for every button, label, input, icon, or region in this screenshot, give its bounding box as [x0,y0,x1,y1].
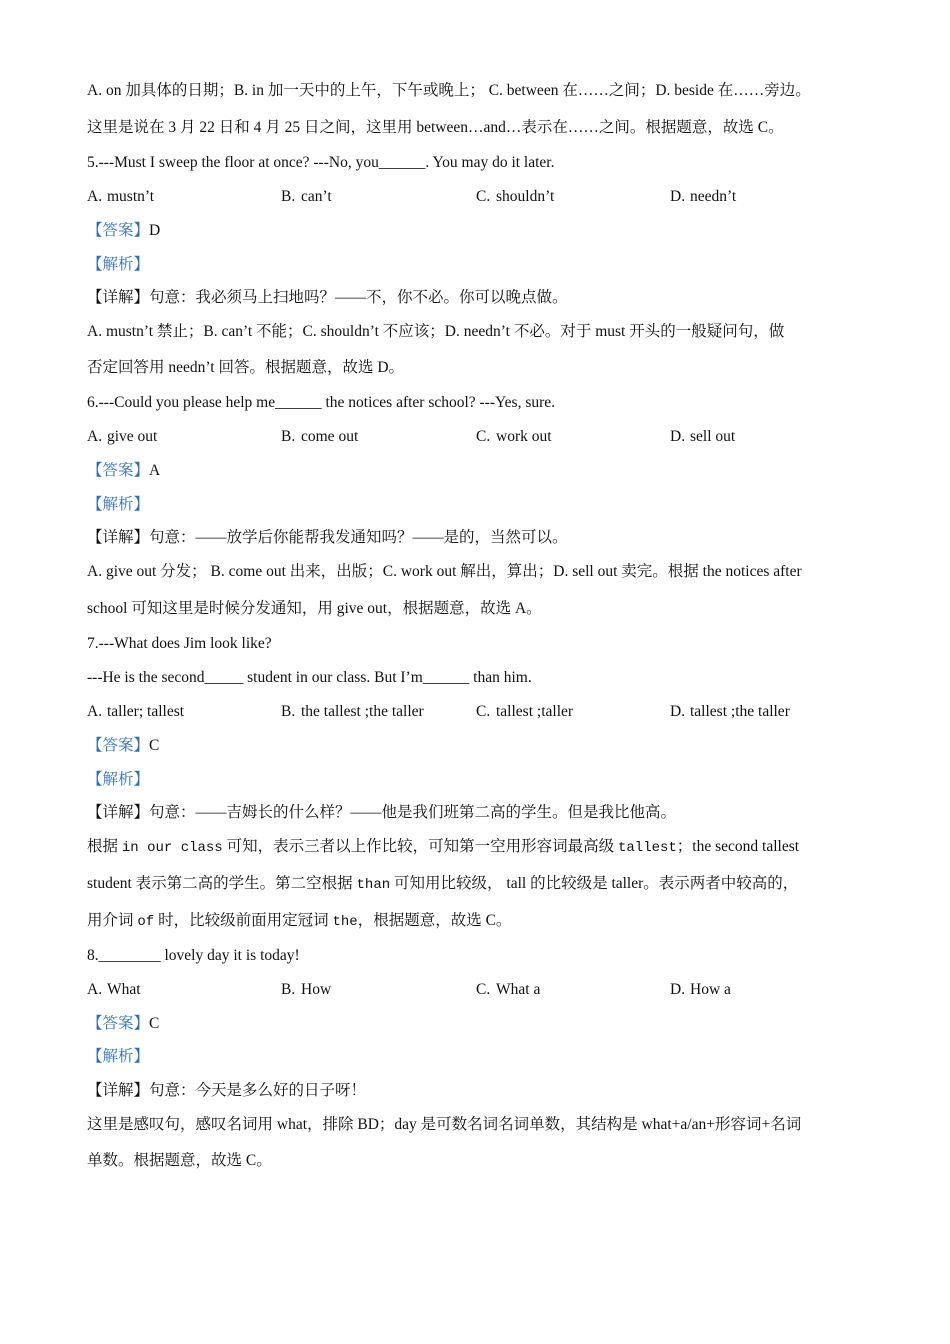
option-text: tallest ;the taller [690,703,790,720]
option-letter: D. [670,703,686,720]
q5-option-a [87,186,154,208]
q6-option-d [670,426,735,448]
option-letter: A. [87,981,103,998]
q7-option-b [281,701,424,723]
q7-explain-line-1 [87,836,799,859]
q6-explain-line-2: school 可知这里是时候分发通知，用 give out，根据题意，故选 A。 [87,600,542,617]
q8-option-c [476,979,540,1001]
answer-value: D [149,222,161,239]
option-letter: C. [476,428,491,445]
text-run: student 表示第二高的学生。第二空根据 [87,875,357,892]
q7-answer [87,735,159,757]
q7-analysis-tag: 【解析】 [87,771,150,788]
code-run: in our class [121,840,223,856]
q8-stem: 8.________ lovely day it is today! [87,947,300,964]
q5-stem: 5.---Must I sweep the floor at once? ---No, you______. You may do it later. [87,154,555,171]
option-text: tallest ;taller [496,703,574,720]
q6-analysis-tag: 【解析】 [87,496,150,513]
option-text: can’t [301,188,332,205]
option-letter: C. [476,981,491,998]
option-text: How [301,981,332,998]
q7-explain-line-3 [87,910,511,933]
answer-value: A [149,462,161,479]
option-text: give out [107,428,158,445]
text-run: 根据 [87,838,122,855]
q8-option-d [670,979,731,1001]
text-run: 用介词 [87,912,138,929]
option-text: What a [496,981,541,998]
q8-analysis-tag: 【解析】 [87,1048,150,1065]
q7-detail [87,802,676,824]
q6-option-b [281,426,358,448]
option-letter: B. [281,981,296,998]
code-run: of [137,914,155,930]
option-letter: B. [281,188,296,205]
q8-detail [87,1080,366,1102]
q5-option-b [281,186,332,208]
q5-option-c [476,186,554,208]
text-run: 可知，表示三者以上作比较，可知第一空用形容词最高级 [222,838,618,855]
option-letter: B. [281,428,296,445]
option-letter: C. [476,703,491,720]
answer-tag: 【答案】 [87,462,150,479]
option-letter: D. [670,188,686,205]
detail-text: 句意：我必须马上扫地吗？——不，你不必。你可以晚点做。 [149,289,568,306]
text-run: 可知用比较级， tall 的比较级是 taller。表示两者中较高的， [390,875,799,892]
answer-value: C [149,1015,160,1032]
q5-explain-line-2: 否定回答用 needn’t 回答。根据题意，故选 D。 [87,359,405,376]
q8-option-b [281,979,331,1001]
option-letter: D. [670,428,686,445]
option-text: the tallest ;the taller [301,703,424,720]
option-letter: C. [476,188,491,205]
q7-option-d [670,701,790,723]
q8-explain-line-2: 单数。根据题意，故选 C。 [87,1152,272,1169]
q7-explain-line-2 [87,873,798,896]
detail-tag: 【详解】 [87,289,150,306]
q8-answer [87,1013,159,1035]
q8-option-a [87,979,141,1001]
answer-tag: 【答案】 [87,737,150,754]
text-run: ，根据题意，故选 C。 [357,912,512,929]
option-text: come out [301,428,359,445]
detail-text: 句意：今天是多么好的日子呀！ [149,1082,367,1099]
option-text: What [107,981,141,998]
option-letter: A. [87,188,103,205]
code-run: the [332,914,358,930]
option-text: mustn’t [107,188,155,205]
q6-option-c [476,426,552,448]
q6-answer [87,460,160,482]
detail-text: 句意：——放学后你能帮我发通知吗？——是的，当然可以。 [149,529,568,546]
q4-explain-line-1: A. on 加具体的日期；B. in 加一天中的上午，下午或晚上； C. between 在……之间；D. beside 在……旁边。 [87,82,811,99]
q5-explain-line-1: A. mustn’t 禁止；B. can’t 不能；C. shouldn’t 不应该；D. needn’t 不必。对于 must 开头的一般疑问句，做 [87,323,785,340]
answer-tag: 【答案】 [87,1015,150,1032]
option-text: work out [496,428,552,445]
option-text: shouldn’t [496,188,555,205]
option-text: sell out [690,428,736,445]
q7-option-c [476,701,573,723]
option-letter: B. [281,703,296,720]
detail-tag: 【详解】 [87,804,150,821]
detail-text: 句意：——吉姆长的什么样？——他是我们班第二高的学生。但是我比他高。 [149,804,677,821]
q6-stem: 6.---Could you please help me______ the notices after school? ---Yes, sure. [87,394,556,411]
answer-tag: 【答案】 [87,222,150,239]
code-run: than [356,877,391,893]
q7-option-a [87,701,184,723]
detail-tag: 【详解】 [87,1082,150,1099]
q5-answer [87,220,160,242]
answer-value: C [149,737,160,754]
q5-option-d [670,186,736,208]
q6-option-a [87,426,157,448]
option-text: How a [690,981,731,998]
option-letter: A. [87,428,103,445]
q6-detail [87,527,568,549]
q8-explain-line-1: 这里是感叹句，感叹名词用 what，排除 BD；day 是可数名词名词单数，其结构是 what+a/an+形容词+名词 [87,1116,802,1133]
option-letter: D. [670,981,686,998]
q5-detail [87,287,568,309]
detail-tag: 【详解】 [87,529,150,546]
option-letter: A. [87,703,103,720]
q7-stem-line-2: ---He is the second_____ student in our class. But I’m______ than him. [87,669,532,686]
code-run: tallest [617,840,677,856]
text-run: ；the second tallest [676,838,800,855]
option-text: needn’t [690,188,737,205]
option-text: taller; tallest [107,703,185,720]
text-run: 时，比较级前面用定冠词 [154,912,333,929]
q5-analysis-tag: 【解析】 [87,256,150,273]
q4-explain-line-2: 这里是说在 3 月 22 日和 4 月 25 日之间，这里用 between…and…表示在……之间。根据题意，故选 C。 [87,119,784,136]
q6-explain-line-1: A. give out 分发； B. come out 出来，出版；C. work out 解出，算出；D. sell out 卖完。根据 the notices after [87,563,802,580]
q7-stem-line-1: 7.---What does Jim look like? [87,635,272,652]
